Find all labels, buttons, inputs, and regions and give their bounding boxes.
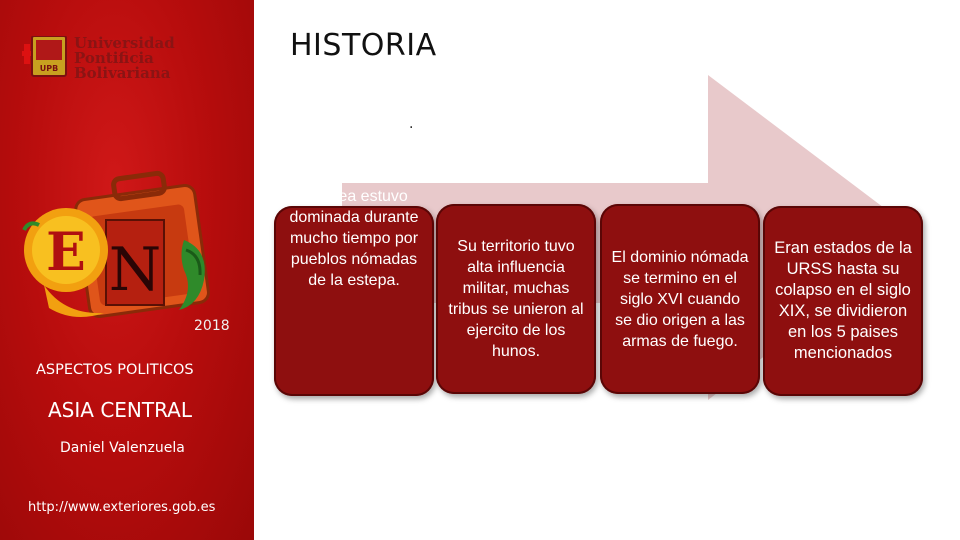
logo-wordmark xyxy=(74,36,175,81)
history-card-3 xyxy=(600,204,760,394)
logo-line-2: Pontificia xyxy=(74,49,154,67)
upb-shield-icon xyxy=(22,36,72,86)
history-card-4-text: Eran estados de la URSS hasta su colapso en el siglo XIX, se dividieron en los 5 paises mencionados xyxy=(774,239,912,362)
history-card-4 xyxy=(763,206,923,396)
history-card-1-text: Su área estuvo dominada durante mucho tiempo por pueblos nómadas de la estepa. xyxy=(289,188,419,289)
sidebar-source-link[interactable]: http://www.exteriores.gob.es xyxy=(28,500,216,515)
history-card-3-text: El dominio nómada se termino en el siglo XVI cuando se dio origen a las armas de fuego. xyxy=(611,248,749,350)
sidebar-author: Daniel Valenzuela xyxy=(60,440,185,456)
svg-text:E: E xyxy=(46,222,86,283)
logo-line-1: Universidad xyxy=(74,34,175,52)
suitcase-illustration xyxy=(14,170,244,345)
logo-line-3: Bolivariana xyxy=(74,64,171,82)
history-card-2 xyxy=(436,204,596,394)
university-logo xyxy=(22,34,175,94)
svg-text:UPB: UPB xyxy=(39,64,59,73)
sidebar-heading: ASIA CENTRAL xyxy=(48,398,193,422)
history-card-1 xyxy=(274,188,434,396)
slide-dot: . xyxy=(409,116,414,132)
history-card-2-text: Su territorio tuvo alta influencia militar, muchas tribus se unieron al ejercito de los hunos. xyxy=(448,238,584,360)
slide-title: HISTORIA xyxy=(290,28,437,63)
svg-text:N: N xyxy=(108,235,162,305)
svg-text:2018: 2018 xyxy=(194,318,230,334)
sidebar-subtitle: ASPECTOS POLITICOS xyxy=(36,362,194,378)
sidebar-panel xyxy=(0,0,254,540)
